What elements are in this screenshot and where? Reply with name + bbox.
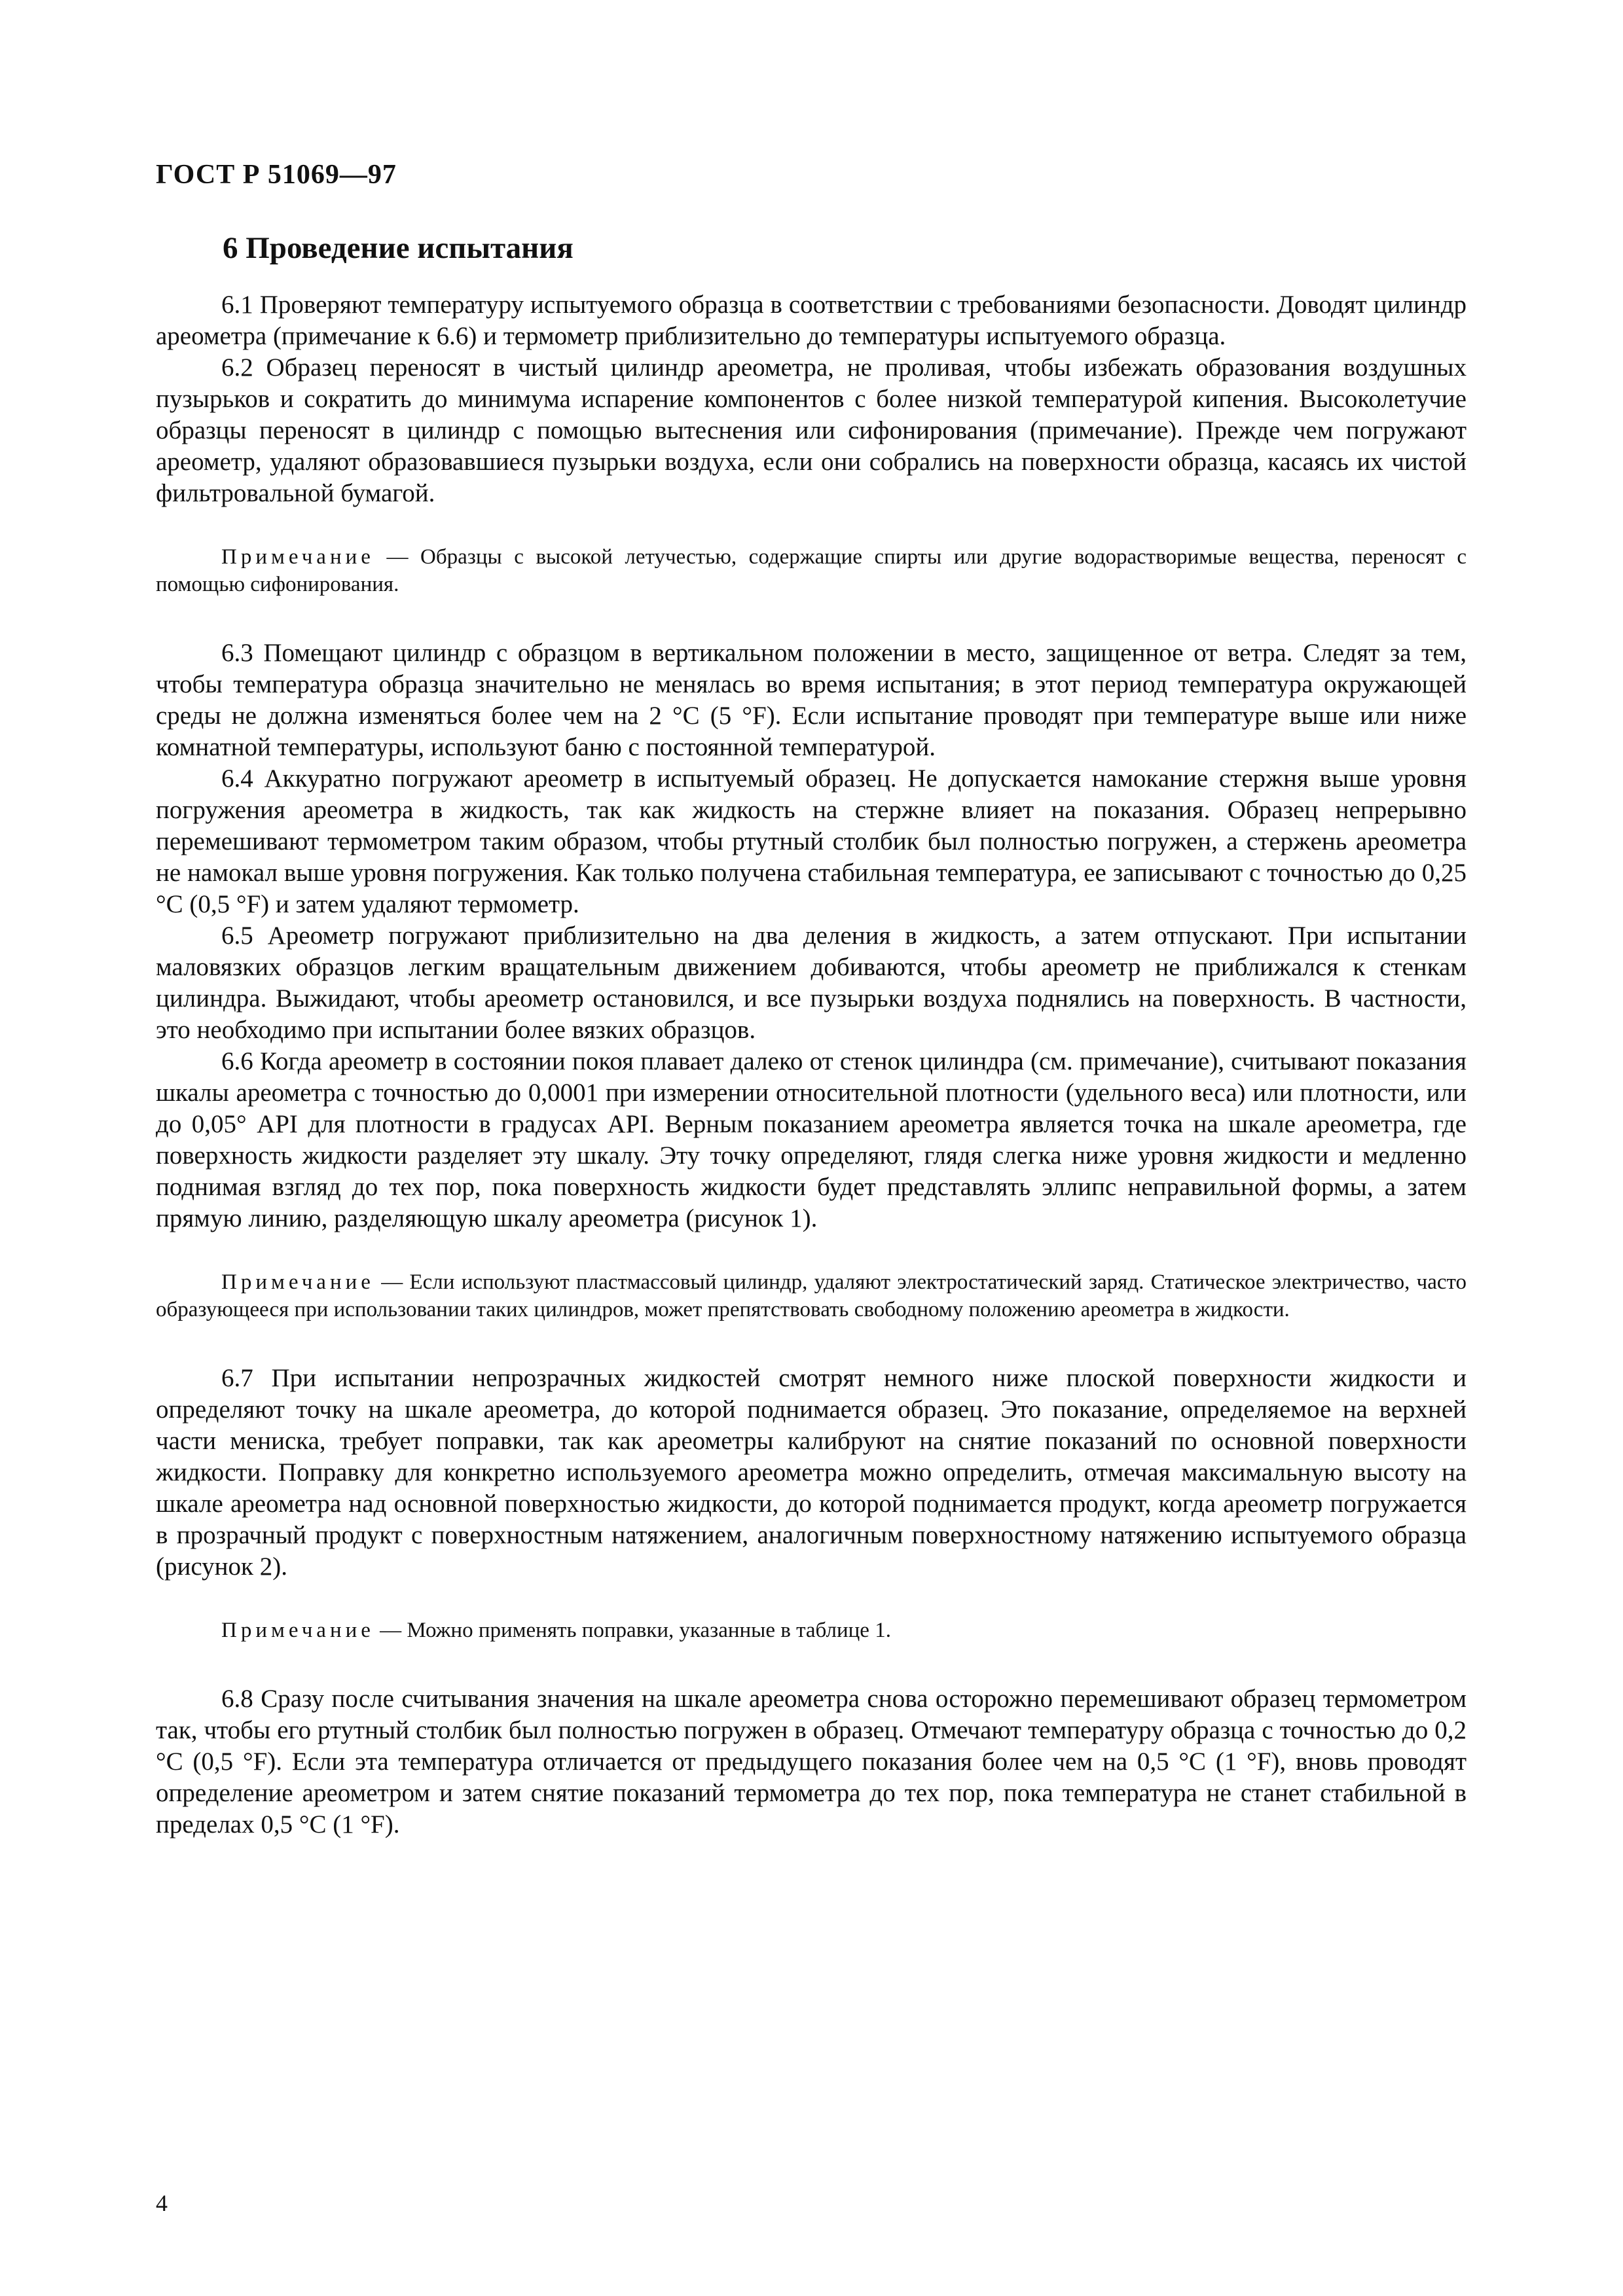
note-3 bbox=[156, 1617, 1467, 1644]
page-number: 4 bbox=[156, 2190, 168, 2216]
section-body bbox=[156, 289, 1467, 1840]
paragraph-6-7: 6.7 При испытании непрозрачных жидкостей смотрят немного ниже плоской поверхности жидкости и определяют точку на шкале ареометра, до которой поднимается образец. Это показание, определяемое на верхней части мениска, требует поправки, так как ареометры калибруют на снятие показаний по основной поверхности жидкости. Поправку для конкретно используемого ареометра можно определить, отмечая максимальную высоту на шкале ареометра над основной поверхностью жидкости, до которой поднимается продукт, когда ареометр погружается в прозрачный продукт с поверхностным натяжением, аналогичным поверхностному натяжению испытуемого образца (рисунок 2). bbox=[156, 1364, 1467, 1581]
paragraph-6-2: 6.2 Образец переносят в чистый цилиндр ареометра, не проливая, чтобы избежать образования воздушных пузырьков и сократить до минимума испарение компонентов с более низкой температурой кипения. Высоколетучие образцы переносят в цилиндр с помощью вытеснения или сифонирования (примечание). Прежде чем погружают ареометр, удаляют образовавшиеся пузырьки воздуха, если они собрались на поверхности образца, касаясь их чистой фильтровальной бумагой. bbox=[156, 353, 1467, 507]
section-title: 6 Проведение испытания bbox=[223, 231, 574, 265]
note-1 bbox=[156, 543, 1467, 598]
note-text: — Образцы с высокой летучестью, содержащие спирты или другие водорастворимые вещества, переносят с помощью сифонирования. bbox=[156, 545, 1467, 596]
paragraph-6-1: 6.1 Проверяют температуру испытуемого образца в соответствии с требованиями безопасности. Доводят цилиндр ареометра (примечание к 6.6) и термометр приблизительно до температуры испытуемого образца. bbox=[156, 291, 1467, 350]
paragraph-6-6: 6.6 Когда ареометр в состоянии покоя плавает далеко от стенок цилиндра (см. примечание), считывают показания шкалы ареометра с точностью до 0,0001 при измерении относительной плотности (удельного веса) или плотности, или до 0,05° API для плотности в градусах API. Верным показанием ареометра является точка на шкале ареометра, где поверхность жидкости разделяет эту шкалу. Эту точку определяют, глядя слегка ниже уровня жидкости и медленно поднимая взгляд до тех пор, пока поверхность жидкости будет представлять эллипс неправильной формы, а затем прямую линию, разделяющую шкалу ареометра (рисунок 1). bbox=[156, 1047, 1467, 1232]
paragraph-6-3: 6.3 Помещают цилиндр с образцом в вертикальном положении в место, защищенное от ветра. Следят за тем, чтобы температура образца значительно не менялась во время испытания; в этот период температура окружающей среды не должна изменяться более чем на 2 °С (5 °F). Если испытание проводят при температуре выше или ниже комнатной температуры, используют баню с постоянной температурой. bbox=[156, 639, 1467, 761]
note-text: — Можно применять поправки, указанные в таблице 1. bbox=[374, 1619, 891, 1642]
note-label: Примечание bbox=[221, 1270, 374, 1294]
note-label: Примечание bbox=[221, 1619, 374, 1642]
note-text: — Если используют пластмассовый цилиндр, удаляют электростатический заряд. Статическое электричество, часто образующееся при использовании таких цилиндров, может препятствовать свободному положению ареометра в жидкости. bbox=[156, 1270, 1467, 1321]
note-2 bbox=[156, 1268, 1467, 1323]
paragraph-6-5: 6.5 Ареометр погружают приблизительно на два деления в жидкость, а затем отпускают. При испытании маловязких образцов легким вращательным движением добиваются, чтобы ареометр не приближался к стенкам цилиндра. Выжидают, чтобы ареометр остановился, и все пузырьки воздуха поднялись на поверхность. В частности, это необходимо при испытании более вязких образцов. bbox=[156, 922, 1467, 1044]
note-label: Примечание bbox=[221, 545, 374, 569]
paragraph-6-8: 6.8 Сразу после считывания значения на шкале ареометра снова осторожно перемешивают образец термометром так, чтобы его ртутный столбик был полностью погружен в образец. Отмечают температуру образца с точностью до 0,2 °С (0,5 °F). Если эта температура отличается от предыдущего показания более чем на 0,5 °С (1 °F), вновь проводят определение ареометром и затем снятие показаний термометра до тех пор, пока температура не станет стабильной в пределах 0,5 °С (1 °F). bbox=[156, 1685, 1467, 1839]
paragraph-6-4: 6.4 Аккуратно погружают ареометр в испытуемый образец. Не допускается намокание стержня выше уровня погружения ареометра в жидкость, так как жидкость на стержне влияет на показания. Образец непрерывно перемешивают термометром таким образом, чтобы ртутный столбик был полностью погружен, а стержень ареометра не намокал выше уровня погружения. Как только получена стабильная температура, ее записывают с точностью до 0,25 °С (0,5 °F) и затем удаляют термометр. bbox=[156, 764, 1467, 918]
document-code: ГОСТ Р 51069—97 bbox=[156, 160, 397, 190]
